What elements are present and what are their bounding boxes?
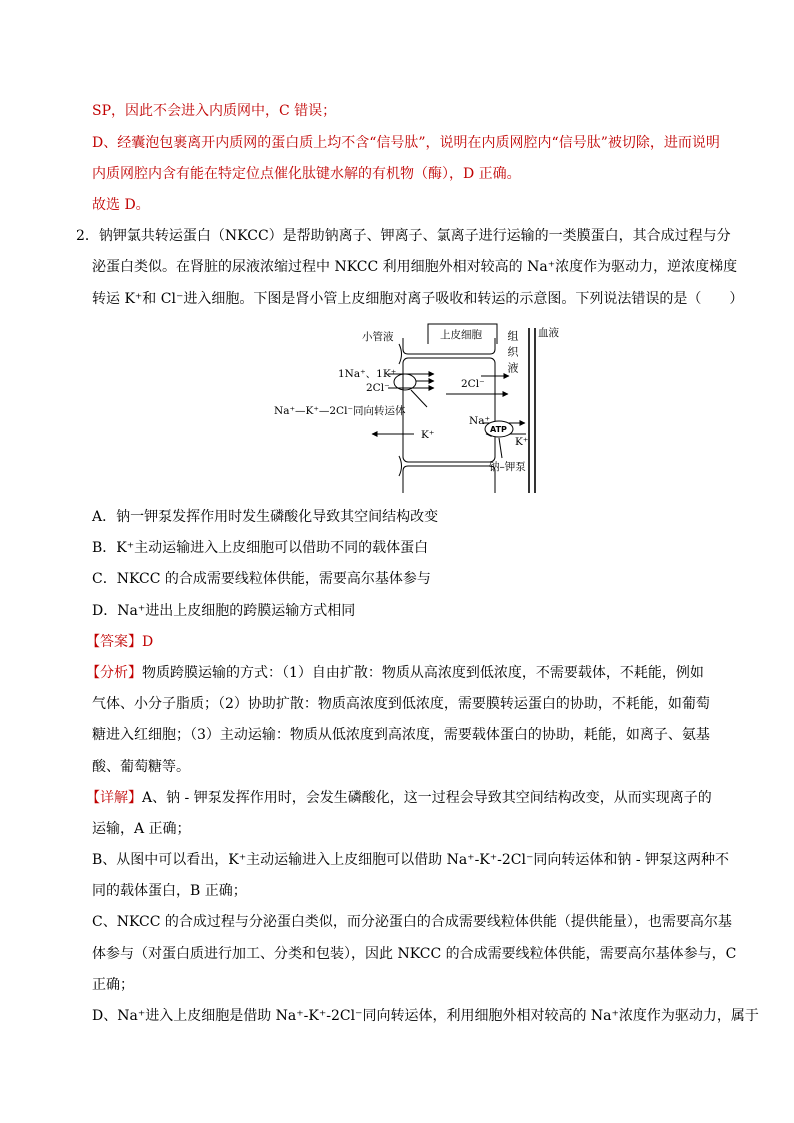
tissue-fluid-label: 组织液	[506, 330, 519, 378]
option-label: C．	[92, 571, 117, 588]
detail-line: 同的载体蛋白，B 正确；	[92, 883, 247, 900]
nkcc-ions-label: 1Na⁺、1K⁺	[338, 368, 397, 380]
pump-atp-label: ATP	[490, 425, 507, 434]
option-c	[0, 564, 794, 595]
detail-line	[0, 783, 794, 814]
bottom-text-block	[0, 502, 794, 1032]
tight-junction-bottom	[399, 456, 402, 476]
previous-explanation-line: SP，因此不会进入内质网中，C 错误；	[92, 103, 337, 120]
option-text: K⁺主动运输进入上皮细胞可以借助不同的载体蛋白	[116, 540, 429, 557]
option-text: 钠一钾泵发挥作用时发生磷酸化导致其空间结构改变	[116, 509, 439, 525]
k-exit-label: K⁺	[421, 429, 435, 441]
nkcc-cl-label: 2Cl⁻	[366, 382, 390, 394]
detail-line: 正确；	[92, 976, 134, 993]
analysis-line: 酸、葡萄糖等。	[92, 758, 190, 775]
cell-label: 上皮细胞	[440, 329, 482, 341]
pump-k-label: K⁺	[515, 436, 529, 448]
question-number: 2．	[76, 228, 99, 245]
detail-line: 体参与（对蛋白质进行加工、分类和包装），因此 NKCC 的合成需要线粒体供能，需要高尔基体参与，C	[92, 945, 737, 962]
option-label: B．	[92, 540, 117, 557]
nkcc-pointer-line	[411, 390, 427, 407]
option-b	[0, 533, 794, 564]
lower-cell-fragment	[403, 466, 495, 493]
pump-na-label: Na⁺	[469, 415, 490, 427]
detail-line: 运输，A 正确；	[92, 820, 191, 837]
option-label: A．	[92, 509, 117, 525]
analysis-line	[0, 658, 794, 689]
option-text: NKCC 的合成需要线粒体供能，需要高尔基体参与	[116, 571, 431, 588]
answer-value: D	[142, 633, 154, 650]
pump-pointer-line	[499, 438, 502, 458]
option-a	[0, 502, 794, 533]
previous-explanation-line: D、经囊泡包裹离开内质网的蛋白质上均不含“信号肽”，说明在内质网腔内“信号肽”被切除，进而说明	[92, 134, 720, 151]
analysis-line: 糖进入红细胞；（3）主动运输：物质从低浓度到高浓度，需要载体蛋白的协助，耗能，如离子、氨基	[92, 727, 710, 744]
answer-label: 【答案】	[86, 633, 142, 650]
nkcc-name-label: Na⁺—K⁺—2Cl⁻同向转运体	[274, 405, 406, 417]
detail-line: D、Na⁺进入上皮细胞是借助 Na⁺-K⁺-2Cl⁻同向转运体，利用细胞外相对较高的 Na⁺浓度作为驱动力，属于	[92, 1008, 759, 1024]
question-stem-line	[0, 221, 794, 252]
analysis-label: 【分析】	[86, 664, 142, 681]
detail-line: C、NKCC 的合成过程与分泌蛋白类似，而分泌蛋白的合成需要线粒体供能（提供能量），也需要高尔基	[92, 914, 732, 931]
option-label: D．	[92, 602, 118, 619]
detail-line: B、从图中可以看出，K⁺主动运输进入上皮细胞可以借助 Na⁺-K⁺-2Cl⁻同向转运体和钠 - 钾泵这两种不	[92, 852, 729, 869]
previous-explanation-line: 内质网腔内含有能在特定位点催化肽键水解的有机物（酶），D 正确。	[92, 165, 521, 182]
top-text-block	[0, 96, 794, 314]
answer-line	[0, 627, 794, 658]
pump-name-label: 钠–钾泵	[489, 461, 526, 473]
lumen-label: 小管液	[362, 331, 394, 343]
detail-label: 【详解】	[86, 789, 142, 806]
option-d	[0, 596, 794, 627]
option-text: Na⁺进出上皮细胞的跨膜运输方式相同	[117, 602, 356, 619]
analysis-line: 气体、小分子脂质；（2）协助扩散：物质高浓度到低浓度，需要膜转运蛋白的协助，不耗能，如葡萄	[92, 696, 710, 713]
blood-label: 血液	[538, 327, 559, 339]
analysis-text: 物质跨膜运输的方式：（1）自由扩散：物质从高浓度到低浓度，不需要载体，不耗能，例如	[142, 664, 704, 681]
detail-text: A、钠 - 钾泵发挥作用时，会发生磷酸化，这一过程会导致其空间结构改变，从而实现离子的	[142, 789, 712, 806]
question-stem-line: 转运 K⁺和 Cl⁻进入细胞。下图是肾小管上皮细胞对离子吸收和转运的示意图。下列说法错误的是（ ）	[92, 290, 744, 307]
question-stem-text: 钠钾氯共转运蛋白（NKCC）是帮助钠离子、钾离子、氯离子进行运输的一类膜蛋白，其合成过程与分	[98, 228, 731, 245]
cl-exit-label: 2Cl⁻	[461, 378, 485, 390]
question-stem-line: 泌蛋白类似。在肾脏的尿液浓缩过程中 NKCC 利用细胞外相对较高的 Na⁺浓度作为驱动力，逆浓度梯度	[92, 259, 738, 276]
tight-junction-top	[399, 344, 402, 364]
previous-answer-conclusion: 故选 D。	[92, 196, 150, 213]
